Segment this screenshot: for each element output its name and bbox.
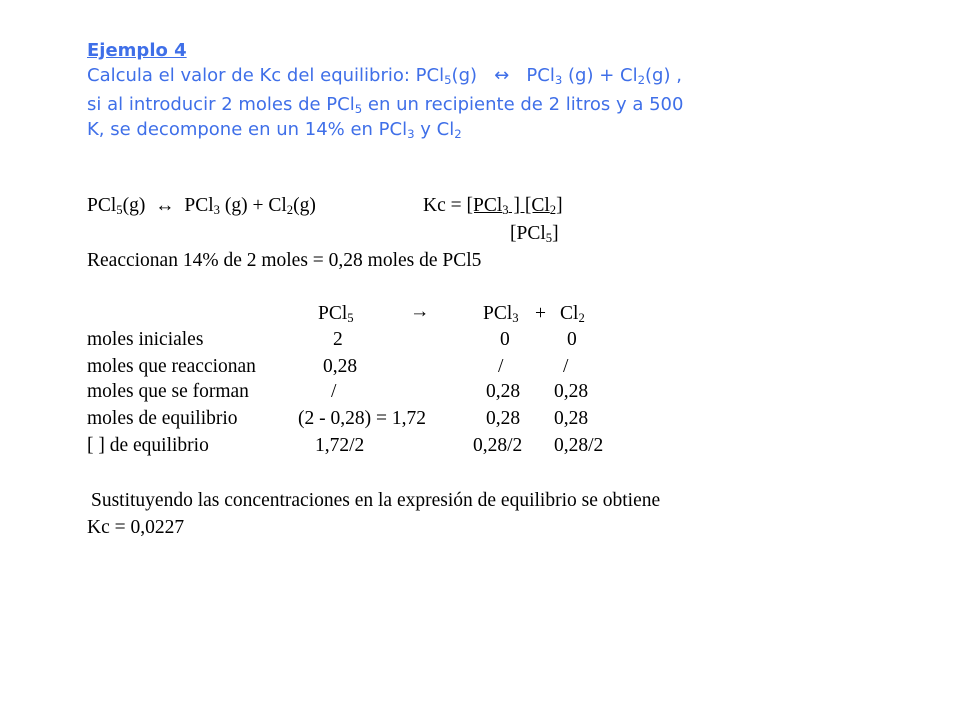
- subscript: 2: [578, 311, 585, 326]
- kc-expression: [423, 194, 563, 218]
- text: ] [Cl: [508, 195, 550, 216]
- text: si al introducir 2 moles de PCl: [87, 94, 355, 115]
- text: PCl: [87, 195, 117, 216]
- text: PCl: [318, 303, 348, 324]
- row-cell: 1,72/2: [315, 435, 365, 456]
- text: (g) ↔ PCl: [122, 195, 214, 216]
- header-pcl5: [318, 302, 354, 326]
- row-label: moles que se forman: [87, 381, 249, 402]
- text: ]: [552, 223, 559, 244]
- header-cl2: [560, 302, 585, 326]
- text: y Cl: [414, 119, 455, 140]
- subscript: 3: [213, 203, 220, 218]
- subscript: 3: [554, 72, 563, 87]
- text: (g) ,: [645, 65, 682, 86]
- header-pcl3: [483, 302, 519, 326]
- example-title: Ejemplo 4: [87, 40, 187, 61]
- subscript: 2: [637, 72, 646, 87]
- text: Cl: [560, 303, 579, 324]
- text: (g): [293, 195, 316, 216]
- text: ]: [556, 195, 563, 216]
- row-label: moles de equilibrio: [87, 408, 238, 429]
- reaccionan-line: Reaccionan 14% de 2 moles = 0,28 moles de PCl5: [87, 250, 482, 271]
- text: en un recipiente de 2 litros y a 500: [362, 94, 684, 115]
- row-cell: /: [563, 356, 569, 377]
- kc-denominator: [510, 222, 559, 246]
- subscript: 5: [347, 311, 354, 326]
- row-cell: 0: [567, 329, 577, 350]
- subscript: 5: [545, 231, 553, 246]
- row-cell: 0,28: [486, 381, 521, 402]
- subscript: 3: [512, 311, 519, 326]
- text: PCl: [483, 303, 513, 324]
- row-cell: 0,28: [323, 356, 358, 377]
- text: K, se decompone en un 14% en PCl: [87, 119, 408, 140]
- row-cell: 0,28/2: [554, 435, 604, 456]
- row-label: moles que reaccionan: [87, 356, 256, 377]
- statement-line-3: [87, 118, 462, 142]
- text: Calcula el valor de Kc del equilibrio: PCl: [87, 65, 445, 86]
- equilibrium-equation: [87, 194, 316, 218]
- subscript: 3: [502, 203, 509, 218]
- row-cell: /: [498, 356, 504, 377]
- text: (g) + Cl: [219, 195, 287, 216]
- statement-line-2: [87, 93, 683, 117]
- subscript: 5: [444, 72, 452, 87]
- subscript: 5: [354, 101, 363, 116]
- text: [PCl: [466, 195, 503, 216]
- row-cell: 0,28: [554, 408, 589, 429]
- row-cell: 0,28/2: [473, 435, 523, 456]
- row-label: [ ] de equilibrio: [87, 435, 209, 456]
- kc-numerator: [467, 195, 563, 216]
- row-cell: 2: [333, 329, 343, 350]
- statement-line-1: [87, 64, 682, 88]
- subscript: 3: [407, 126, 415, 141]
- row-cell: /: [331, 381, 337, 402]
- kc-result: Kc = 0,0227: [87, 517, 185, 538]
- header-arrow: →: [410, 301, 430, 322]
- row-cell: 0,28: [486, 408, 521, 429]
- conclusion-text: Sustituyendo las concentraciones en la expresión de equilibrio se obtiene: [91, 490, 661, 511]
- row-cell: (2 - 0,28) = 1,72: [298, 408, 426, 429]
- subscript: 5: [116, 203, 123, 218]
- header-plus: +: [535, 303, 546, 324]
- text: [PCl: [510, 223, 546, 244]
- subscript: 2: [286, 203, 294, 218]
- row-label: moles iniciales: [87, 329, 204, 350]
- subscript: 2: [454, 126, 462, 141]
- subscript: 2: [549, 203, 557, 218]
- row-cell: 0,28: [554, 381, 589, 402]
- kc-prefix: Kc =: [423, 195, 467, 216]
- row-cell: 0: [500, 329, 510, 350]
- text: (g) ↔ PCl: [451, 65, 555, 86]
- text: (g) + Cl: [562, 65, 638, 86]
